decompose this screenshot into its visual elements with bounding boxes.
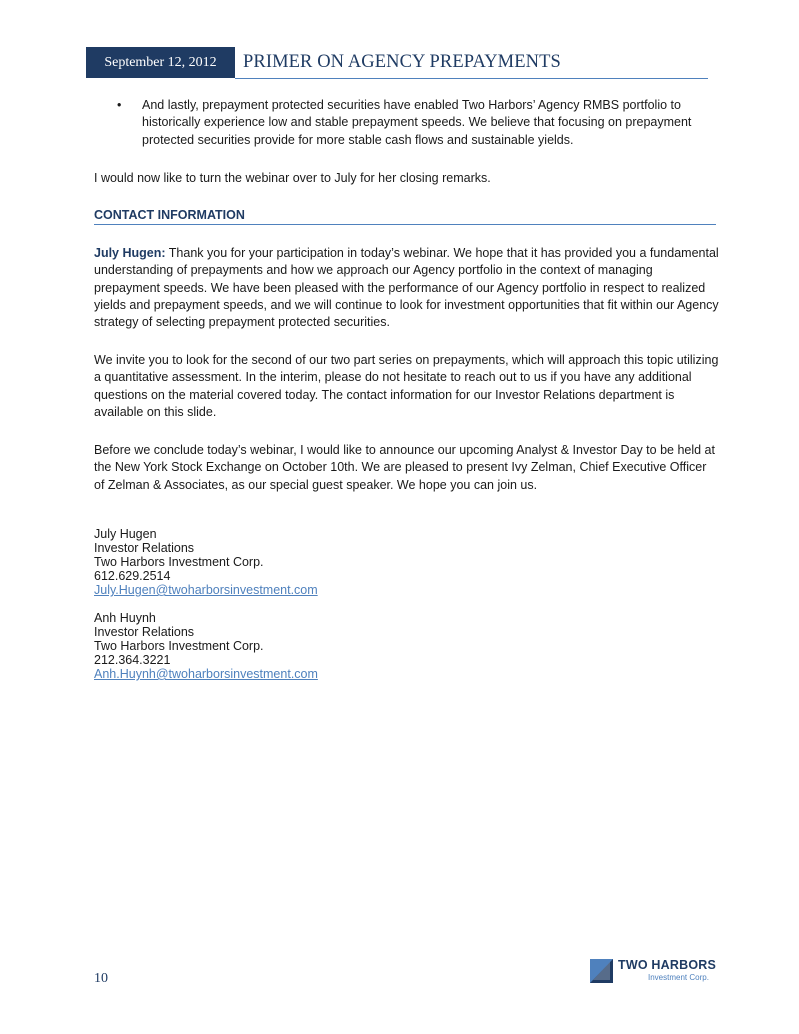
company-logo	[590, 958, 717, 988]
closing-text: Thank you for your participation in today’s webinar. We hope that it has provided you a fundamental understanding of prepayments and how we approach our Agency portfolio in the context of managing prepayment speeds. We have been pleased with the performance of our Agency portfolio in respect to realized yields and prepayment speeds, and we will continue to look for investment opportunities that fit within our Agency strategy of selecting prepayment protected securities.	[94, 246, 719, 330]
contact-email-link[interactable]: July.Hugen@twoharborsinvestment.com	[94, 583, 318, 597]
header-rule	[235, 78, 708, 79]
contact-email-link[interactable]: Anh.Huynh@twoharborsinvestment.com	[94, 667, 318, 681]
contact-phone: 212.364.3221	[94, 653, 171, 667]
bullet-item	[117, 97, 717, 149]
section-heading: CONTACT INFORMATION	[94, 208, 716, 225]
header-date-badge	[86, 47, 235, 78]
announce-paragraph: Before we conclude today’s webinar, I would like to announce our upcoming Analyst & Investor Day to be held at the New York Stock Exchange on October 10th. We are pleased to present Ivy Zelman, Chief Executive Officer of Zelman & Associates, as our special guest speaker. We hope you can join us.	[94, 443, 715, 492]
contact-company: Two Harbors Investment Corp.	[94, 555, 264, 569]
bullet-dot: •	[117, 98, 122, 112]
document-title: PRIMER ON AGENCY PREPAYMENTS	[243, 52, 561, 72]
contact-block	[94, 527, 494, 597]
contact-dept: Investor Relations	[94, 625, 195, 639]
contact-name: Anh Huynh	[94, 611, 156, 625]
contact-company: Two Harbors Investment Corp.	[94, 639, 264, 653]
logo-name: TWO HARBORS	[618, 958, 717, 972]
turnover-paragraph: I would now like to turn the webinar over to July for her closing remarks.	[94, 171, 491, 185]
closing-paragraph	[94, 245, 719, 331]
speaker-label: July Hugen:	[94, 246, 166, 260]
header-date: September 12, 2012	[104, 54, 217, 70]
logo-subtitle: Investment Corp.	[648, 973, 709, 982]
contact-dept: Investor Relations	[94, 541, 195, 555]
contact-name: July Hugen	[94, 527, 157, 541]
page-number: 10	[94, 971, 108, 986]
bullet-text: And lastly, prepayment protected securities have enabled Two Harbors’ Agency RMBS portfolio to historically experience low and stable prepayment speeds. We believe that focusing on prepayment protected securities provide for more stable cash flows and sustainable yields.	[142, 98, 692, 147]
invite-paragraph: We invite you to look for the second of our two part series on prepayments, which will approach this topic utilizing a quantitative assessment. In the interim, please do not hesitate to reach out to us if you have any additional questions on the material covered today. The contact information for our Investor Relations department is available on this slide.	[94, 353, 719, 419]
contact-phone: 612.629.2514	[94, 569, 171, 583]
contact-block	[94, 611, 494, 681]
sail-logo-icon	[590, 958, 614, 984]
